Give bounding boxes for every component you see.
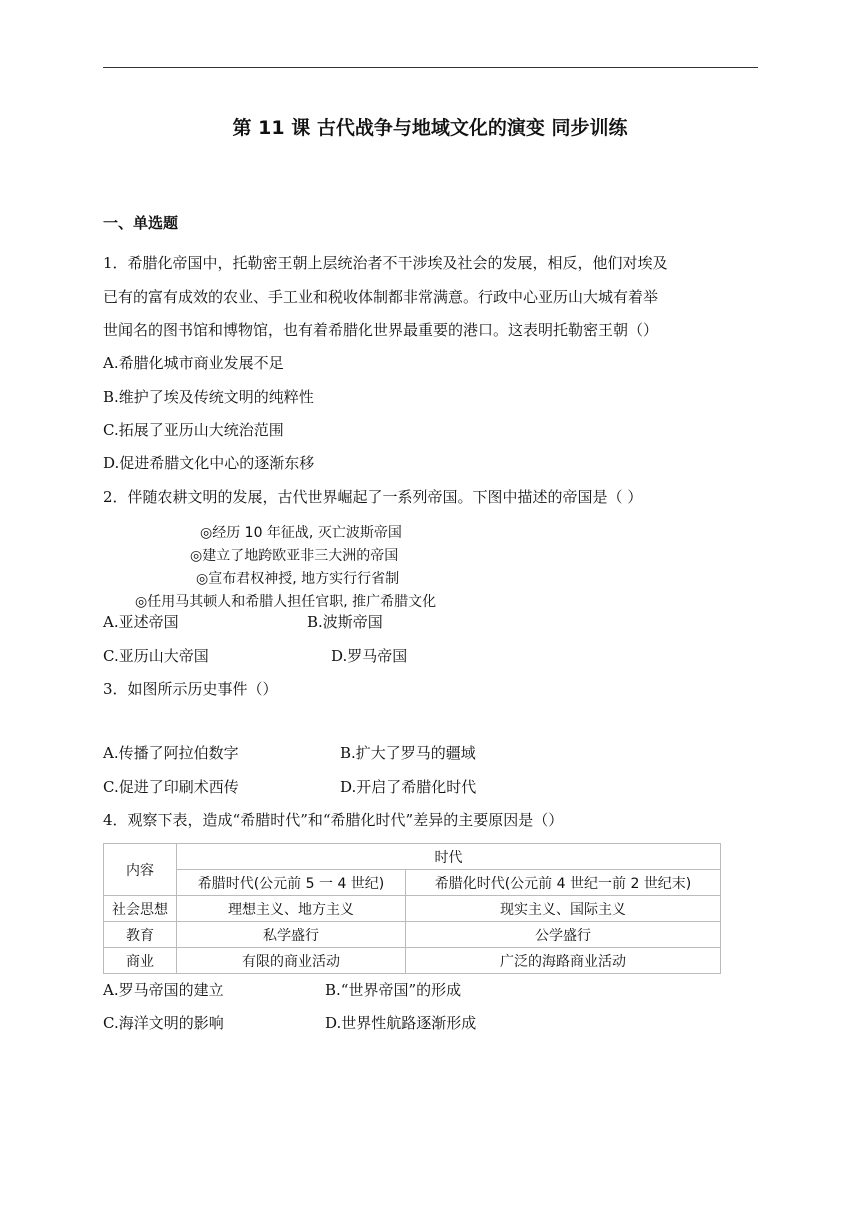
q2-stem: 2．伴随农耕文明的发展，古代世界崛起了一系列帝国。下图中描述的帝国是（ ） [103, 488, 643, 506]
q3-stem: 3．如图所示历史事件（） [103, 680, 278, 698]
table-cell: 私学盛行 [177, 922, 406, 948]
q2-figure-line-2: ◎建立了地跨欧亚非三大洲的帝国 [190, 548, 399, 564]
q3-option-b: B.扩大了罗马的疆域 [340, 744, 476, 762]
q2-figure-line-1: ◎经历 10 年征战, 灭亡波斯帝国 [200, 525, 402, 541]
q4-option-b: B.“世界帝国”的形成 [325, 981, 462, 999]
q1-stem-line-1: 1．希腊化帝国中，托勒密王朝上层统治者不干涉埃及社会的发展，相反，他们对埃及 [103, 254, 668, 272]
table-row [104, 870, 721, 896]
table-cell: 公学盛行 [406, 922, 721, 948]
q3-option-c: C.促进了印刷术西传 [103, 778, 239, 796]
table-cell: 教育 [104, 922, 177, 948]
table-cell: 理想主义、地方主义 [177, 896, 406, 922]
section-heading: 一、单选题 [103, 214, 179, 232]
table-row [104, 948, 721, 974]
table-row [104, 922, 721, 948]
q4-stem: 4．观察下表，造成“希腊时代”和“希腊化时代”差异的主要原因是（） [103, 811, 564, 829]
q1-option-a: A.希腊化城市商业发展不足 [103, 354, 284, 372]
table-row [104, 844, 721, 870]
comparison-table [103, 843, 721, 974]
q1-stem-line-2: 已有的富有成效的农业、手工业和税收体制都非常满意。行政中心亚历山大城有着举 [103, 288, 659, 306]
q2-option-d: D.罗马帝国 [331, 647, 408, 665]
table-header-hellenistic-era: 希腊化时代(公元前 4 世纪一前 2 世纪末) [406, 870, 721, 896]
table-header-greek-era: 希腊时代(公元前 5 一 4 世纪) [177, 870, 406, 896]
q2-figure-line-3: ◎宣布君权神授, 地方实行行省制 [196, 571, 400, 587]
table-header-era: 时代 [177, 844, 721, 870]
q2-option-b: B.波斯帝国 [307, 613, 383, 631]
q1-option-c: C.拓展了亚历山大统治范围 [103, 421, 284, 439]
q1-option-d: D.促进希腊文化中心的逐渐东移 [103, 454, 315, 472]
q1-option-b: B.维护了埃及传统文明的纯粹性 [103, 388, 314, 406]
table-cell: 广泛的海路商业活动 [406, 948, 721, 974]
q3-option-d: D.开启了希腊化时代 [340, 778, 477, 796]
q4-option-d: D.世界性航路逐渐形成 [325, 1014, 477, 1032]
q2-option-a: A.亚述帝国 [103, 613, 179, 631]
q2-figure-line-4: ◎任用马其顿人和希腊人担任官职, 推广希腊文化 [135, 594, 437, 610]
table-cell: 现实主义、国际主义 [406, 896, 721, 922]
table-cell: 商业 [104, 948, 177, 974]
q2-option-c: C.亚历山大帝国 [103, 647, 209, 665]
page-title: 第 11 课 古代战争与地域文化的演变 同步训练 [232, 117, 628, 139]
q4-option-c: C.海洋文明的影响 [103, 1014, 224, 1032]
header-rule [103, 67, 758, 68]
table-row [104, 896, 721, 922]
q4-option-a: A.罗马帝国的建立 [103, 981, 224, 999]
q1-stem-line-3: 世闻名的图书馆和博物馆，也有着希腊化世界最重要的港口。这表明托勒密王朝（） [103, 321, 659, 339]
q3-option-a: A.传播了阿拉伯数字 [103, 744, 239, 762]
table-cell: 社会思想 [104, 896, 177, 922]
table-header-content: 内容 [104, 844, 177, 896]
table-cell: 有限的商业活动 [177, 948, 406, 974]
